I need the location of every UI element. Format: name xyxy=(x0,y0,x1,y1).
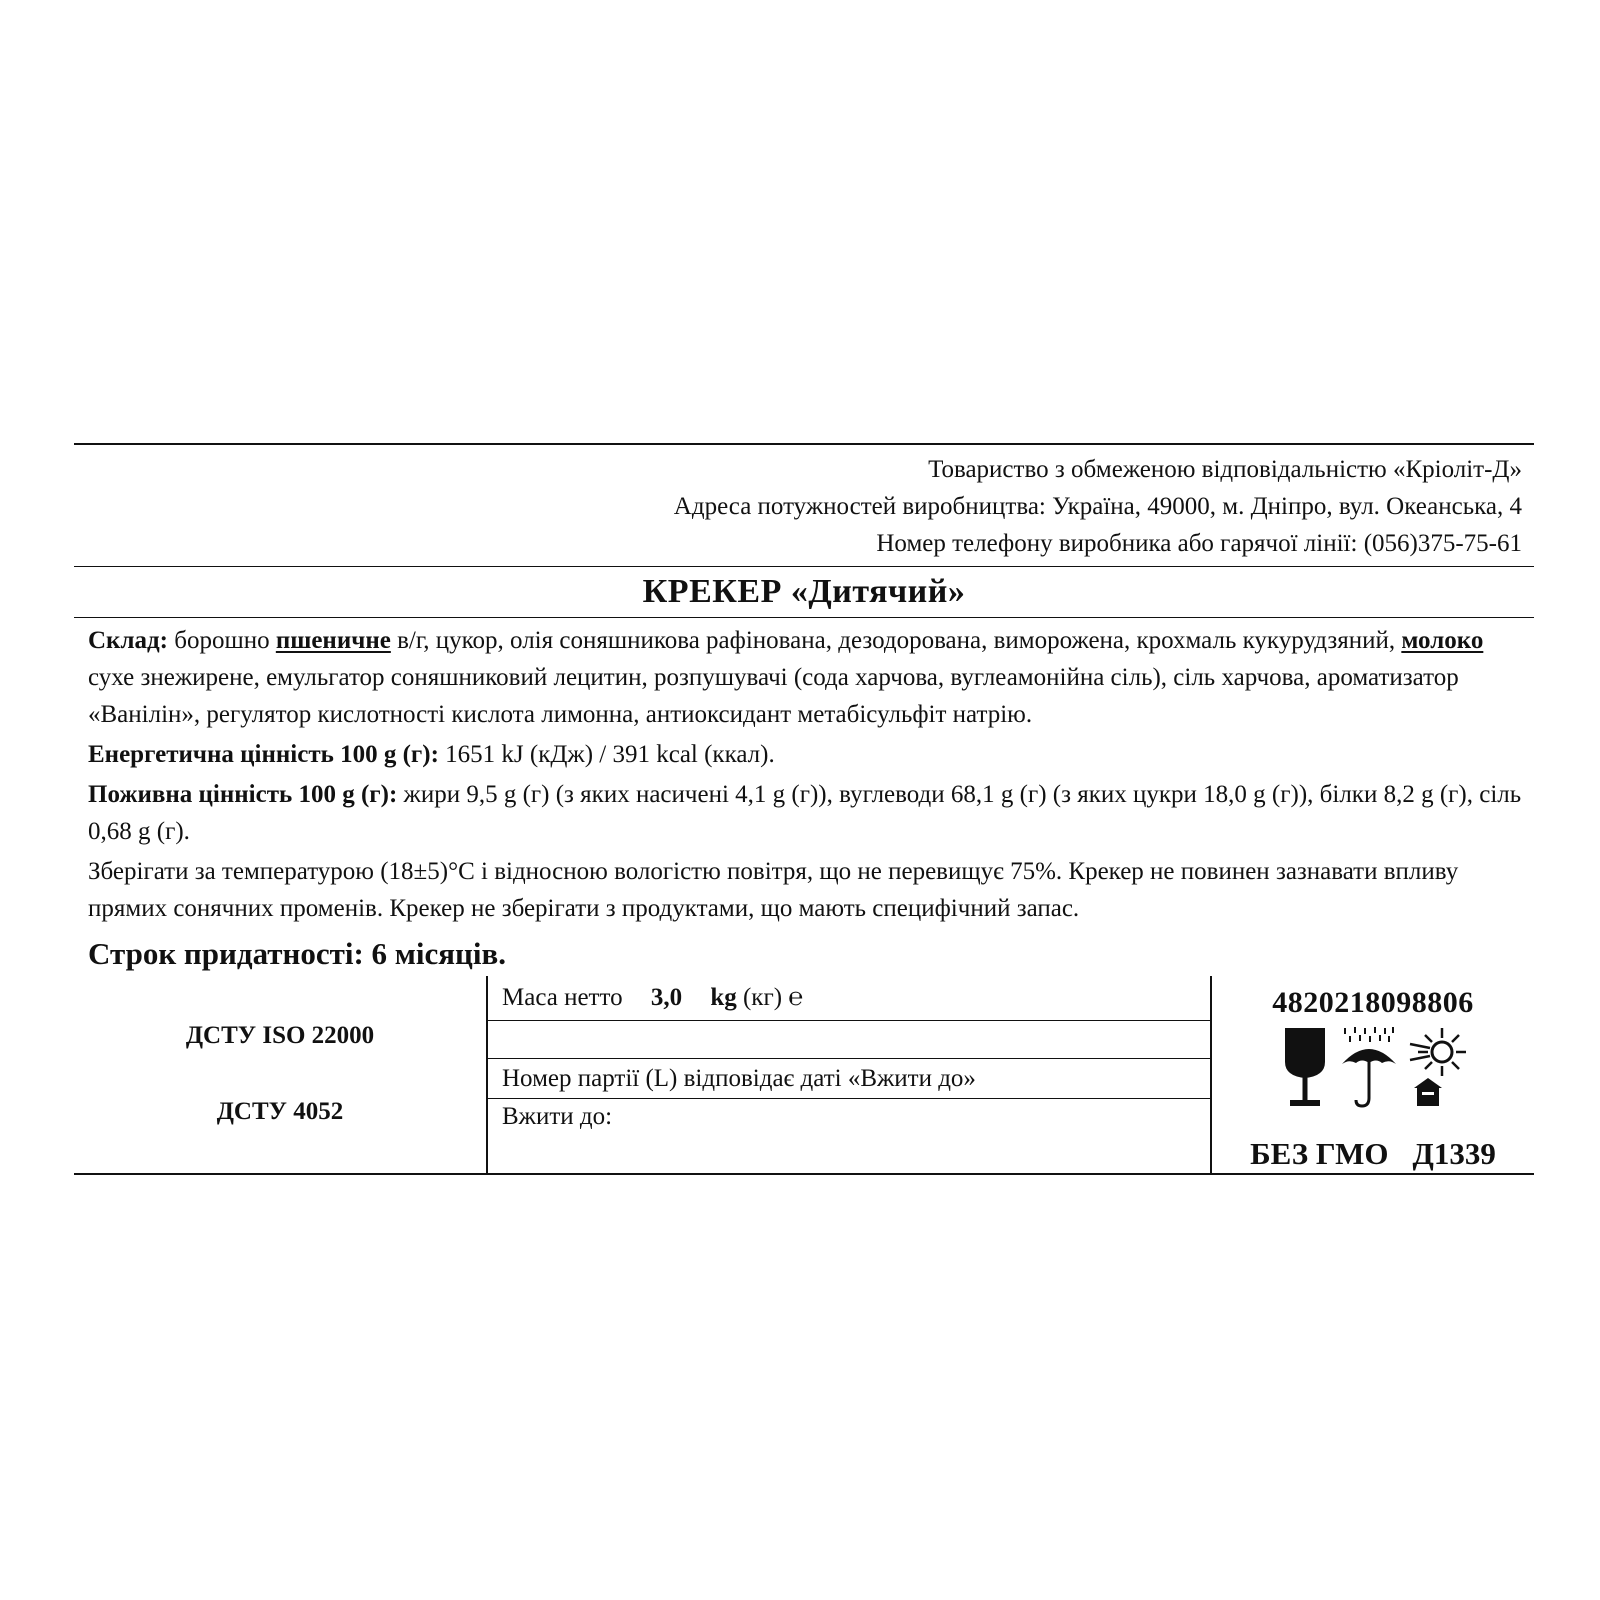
batch-note: Номер партії (L) відповідає даті «Вжити до» xyxy=(502,1065,976,1092)
net-weight-label: Маса нетто xyxy=(502,984,623,1011)
net-weight xyxy=(488,980,1210,1016)
gmo-free-mark: БЕЗ ГМО xyxy=(1250,1136,1389,1171)
standards-column xyxy=(74,976,488,1173)
storage-conditions: Зберігати за температурою (18±5)°С і відносною вологістю повітря, що не перевищує 75%. Крекер не повинен зазнавати впливу прямих сонячних променів. Крекер не зберігати з продуктами, що мають специфічний запас. xyxy=(88,858,1459,922)
nutrition-value xyxy=(88,776,1522,850)
composition-text: борошно xyxy=(167,627,276,654)
use-by-label: Вжити до: xyxy=(502,1103,613,1130)
divider xyxy=(488,1058,1210,1059)
bottom-divider xyxy=(74,1173,1534,1175)
marking-column xyxy=(1212,976,1534,1173)
product-title: КРЕКЕР «Дитячий» xyxy=(642,573,966,610)
product-info xyxy=(74,618,1534,927)
composition-text: сухе знежирене, емульгатор соняшниковий лецитин, розпушувачі (сода харчова, вуглеамонійна сіль), сіль харчова, ароматизатор «Ванілін», регулятор кислотності кислота лимонна, антиоксидант метабісульфіт натрію. xyxy=(88,664,1459,728)
keep-dry-umbrella-icon xyxy=(1340,1026,1398,1112)
bottom-section xyxy=(74,976,1534,1173)
composition-label: Склад: xyxy=(88,627,168,654)
allergen-wheat: пшеничне xyxy=(275,627,391,654)
nutrition-text: жири 9,5 g (г) (з яких насичені 4,1 g (г)), вуглеводи 68,1 g (г) (з яких цукри 18,0 g (г)), білки 8,2 g (г), сіль 0,68 g (г). xyxy=(88,781,1522,845)
composition xyxy=(88,622,1522,733)
divider xyxy=(488,1020,1210,1021)
energy-label: Енергетична цінність 100 g (г): xyxy=(88,741,439,768)
weight-batch-column xyxy=(488,976,1212,1173)
net-weight-unit: kg xyxy=(710,984,737,1011)
product-code: Д1339 xyxy=(1412,1136,1496,1171)
company-address: Адреса потужностей виробництва: Україна, 49000, м. Дніпро, вул. Океанська, 4 xyxy=(673,493,1522,520)
marking-line xyxy=(1212,1136,1534,1172)
fragile-glass-icon xyxy=(1282,1026,1328,1112)
company-phone: Номер телефону виробника або гарячої лінії: (056)375-75-61 xyxy=(876,530,1522,557)
nutrition-label: Поживна цінність 100 g (г): xyxy=(88,781,398,808)
company-name: Товариство з обмеженою відповідальністю «Кріоліт-Д» xyxy=(928,456,1522,483)
energy-value xyxy=(88,736,1522,773)
net-weight-unit-local: (кг) ℮ xyxy=(736,984,804,1011)
standard-iso: ДСТУ ISO 22000 xyxy=(185,1022,375,1049)
protect-from-sun-icon xyxy=(1408,1026,1470,1112)
product-label xyxy=(74,443,1534,1175)
standard-dstu: ДСТУ 4052 xyxy=(216,1098,344,1125)
barcode-number: 4820218098806 xyxy=(1272,986,1474,1019)
net-weight-value: 3,0 xyxy=(650,984,683,1011)
shelf-life: Строк придатності: 6 місяців. xyxy=(88,936,507,971)
energy-text: 1651 kJ (кДж) / 391 kcal (ккал). xyxy=(438,741,775,768)
manufacturer-block xyxy=(74,445,1534,566)
composition-text: в/г, цукор, олія соняшникова рафінована, дезодорована, виморожена, крохмаль кукурудзяний, xyxy=(390,627,1402,654)
allergen-milk: молоко xyxy=(1401,627,1484,654)
